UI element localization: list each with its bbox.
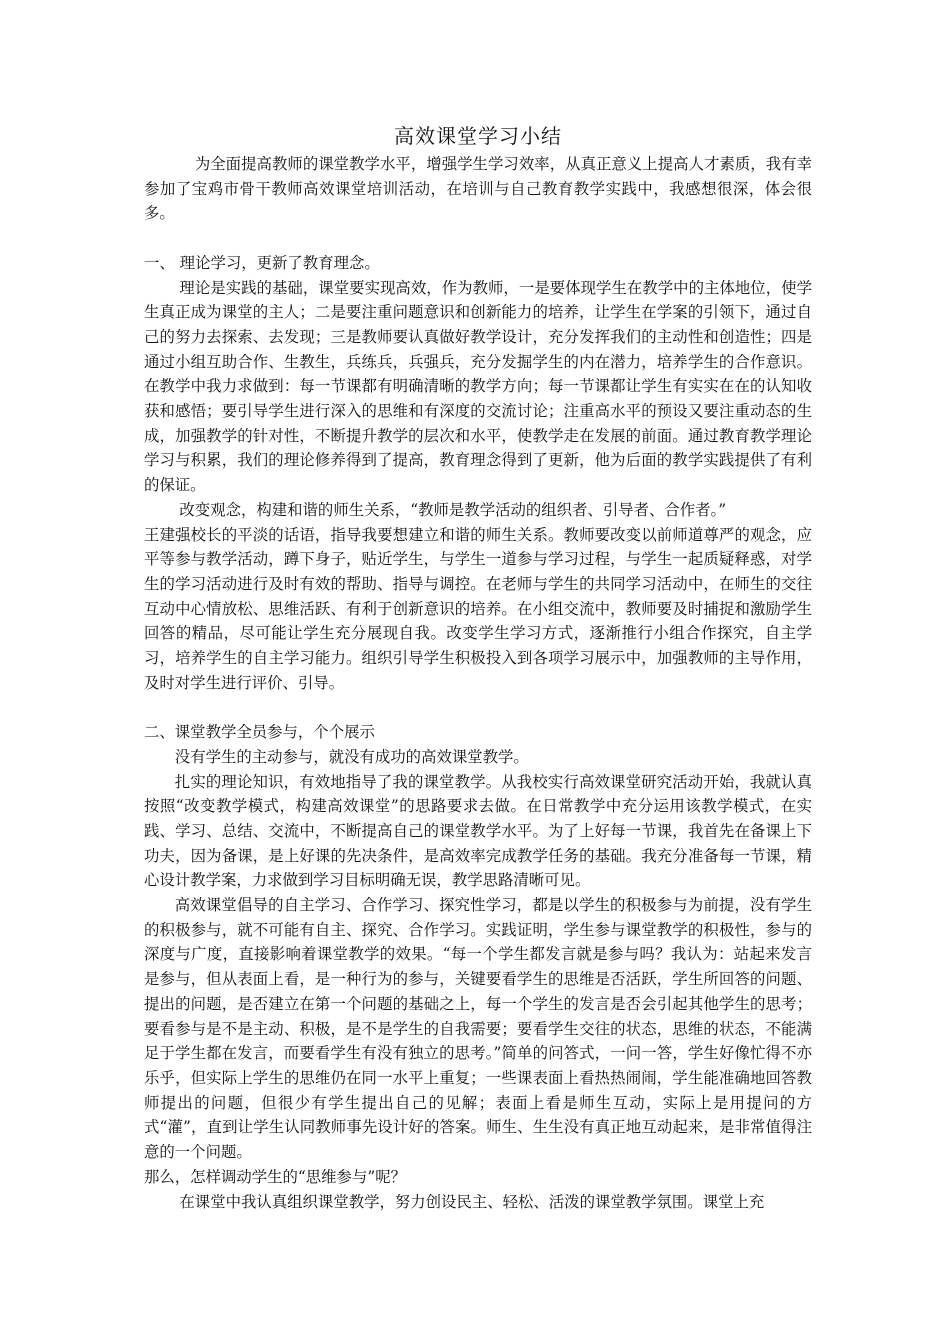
section-2-paragraph-4: 那么，怎样调动学生的“思维参与”呢？	[144, 1167, 406, 1186]
section-2-paragraph-1: 没有学生的主动参与，就没有成功的高效课堂教学。	[174, 747, 529, 766]
section-1-paragraph-2: 王建强校长的平淡的话语，指导我要想建立和谐的师生关系。教师要改变以前师道尊严的观念，应平等参与教学活动，蹲下身子，贴近学生，与学生一道参与学习过程，与学生一起质疑释惑，对学生的学习活动进行及时有效的帮助、指导与调控。在老师与学生的共同学习活动中，在师生的交往互动中心情放松、思维活跃、有利于创新意识的培养。在小组交流中，教师要及时捕捉和激励学生回答的精品，尽可能让学生充分展现自我。改变学生学习方式，逐渐推行小组合作探究，自主学习，培养学生的自主学习能力。组织引导学生积极投入到各项学习展示中，加强教师的主导作用，及时对学生进行评价、引导。	[144, 525, 812, 692]
document-page	[144, 120, 812, 1214]
section-1-paragraph-2-line-1: 改变观念，构建和谐的师生关系，“教师是教学活动的组织者、引导者、合作者。”	[179, 500, 727, 519]
intro-paragraph: 为全面提高教师的课堂教学水平，增强学生学习效率，从真正意义上提高人才素质，我有幸参加了宝鸡市骨干教师高效课堂培训活动，在培训与自己教育教学实践中，我感想很深，体会很多。	[144, 155, 812, 223]
blank-line	[144, 695, 812, 720]
section-2-heading: 二、课堂教学全员参与，个个展示	[144, 723, 375, 742]
section-2-paragraph-5: 在课堂中我认真组织课堂教学，努力创设民主、轻松、活泼的课堂教学氛围。课堂上充	[179, 1192, 765, 1211]
section-2-paragraph-3: 高效课堂倡导的自主学习、合作学习、探究性学习，都是以学生的积极参与为前提，没有学生的积极参与，就不可能有自主、探究、合作学习。实践证明，学生参与课堂教学的积极性，参与的深度与广度，直接影响着课堂教学的效果。“每一个学生都发言就是参与吗？我认为：站起来发言是参与，但从表面上看，是一种行为的参与，关键要看学生的思维是否活跃，学生所回答的问题、提出的问题，是否建立在第一个问题的基础之上，每一个学生的发言是否会引起其他学生的思考；要看参与是不是主动、积极，是不是学生的自我需要；要看学生交往的状态，思维的状态，不能满足于学生都在发言，而要看学生有没有独立的思考。”简单的问答式，一问一答，学生好像忙得不亦乐乎，但实际上学生的思维仍在同一水平上重复；一些课表面上看热热闹闹，学生能准确地回答教师提出的问题，但很少有学生提出自己的见解；表面上看是师生互动，实际上是用提问的方式“灌”，直到让学生认同教师事先设计好的答案。师生、生生没有真正地互动起来，是非常值得注意的一个问题。	[144, 896, 812, 1162]
section-1-paragraph-1: 理论是实践的基础，课堂要实现高效，作为教师，一是要体现学生在教学中的主体地位，使学生真正成为课堂的主人；二是要注重问题意识和创新能力的培养，让学生在学案的引领下，通过自己的努力去探索、去发现；三是教师要认真做好教学设计，充分发挥我们的主动性和创造性；四是通过小组互助合作、生教生，兵练兵，兵强兵，充分发掘学生的内在潜力，培养学生的合作意识。在教学中我力求做到：每一节课都有明确清晰的教学方向；每一节课都让学生有实实在在的认知收获和感悟；要引导学生进行深入的思维和有深度的交流讨论；注重高水平的预设又要注重动态的生成，加强教学的针对性，不断提升教学的层次和水平，使教学走在发展的前面。通过教育教学理论学习与积累，我们的理论修养得到了提高，教育理念得到了更新，他为后面的教学实践提供了有利的保证。	[144, 278, 812, 495]
section-1-heading: 一、 理论学习，更新了教育理念。	[144, 253, 380, 272]
section-2-paragraph-2: 扎实的理论知识，有效地指导了我的课堂教学。从我校实行高效课堂研究活动开始，我就认真按照“改变教学模式，构建高效课堂”的思路要求去做。在日常教学中充分运用该教学模式，在实践、学习、总结、交流中，不断提高自己的课堂教学水平。为了上好每一节课，我首先在备课上下功夫，因为备课，是上好课的先决条件，是高效率完成教学任务的基础。我充分准备每一节课，精心设计教学案，力求做到学习目标明确无误，教学思路清晰可见。	[144, 772, 812, 890]
document-title: 高效课堂学习小结	[394, 124, 562, 148]
blank-line	[144, 226, 812, 251]
